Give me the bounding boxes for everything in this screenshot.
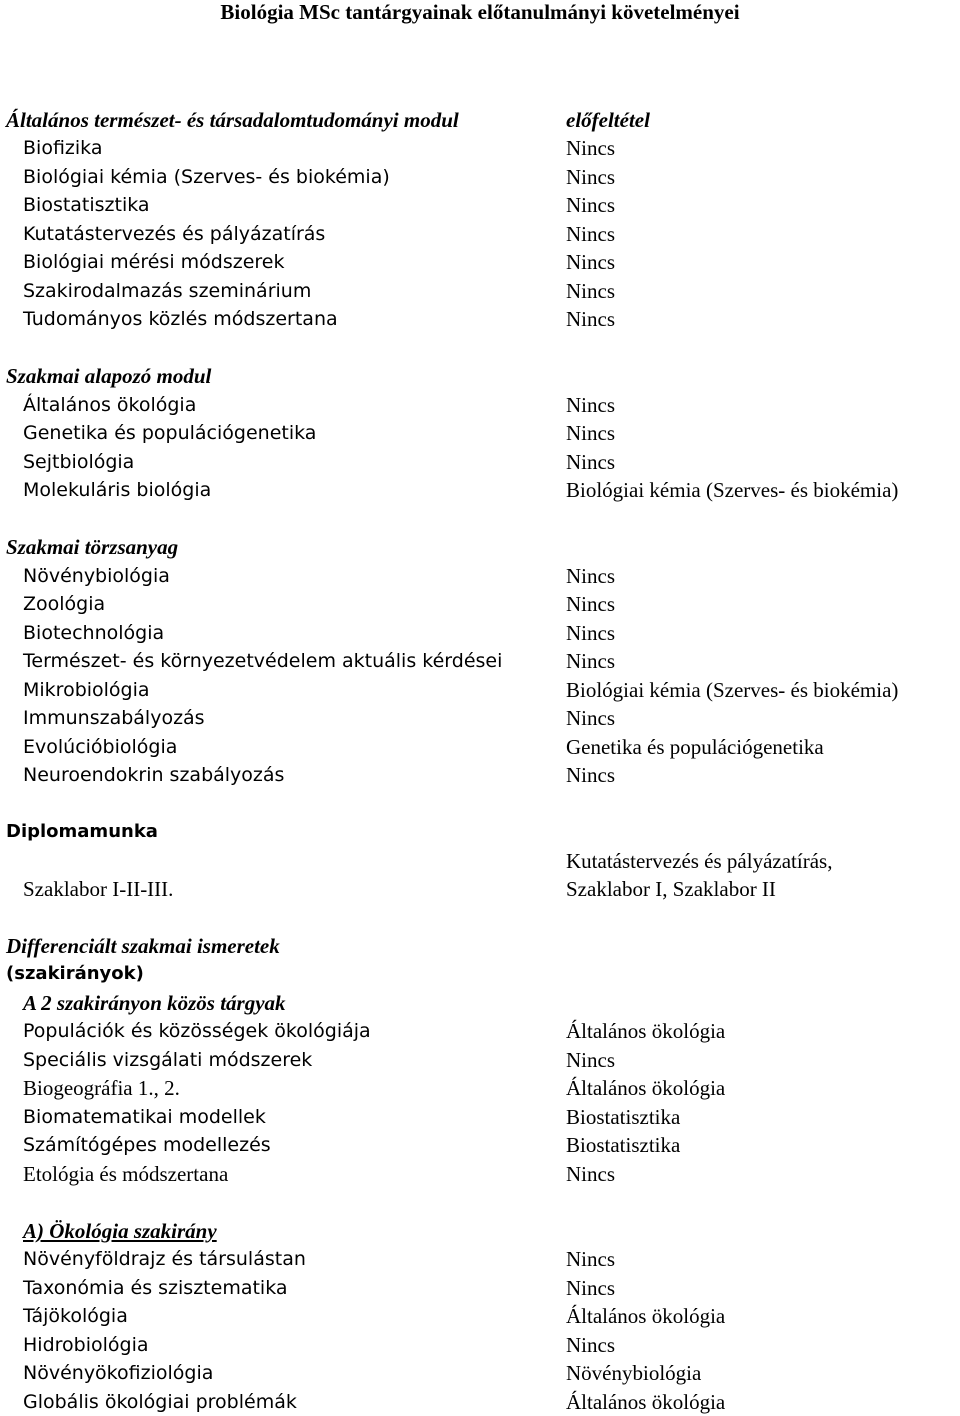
- course-name: Etológia és módszertana: [23, 1162, 229, 1186]
- module-title: Differenciált szakmai ismeretek: [6, 934, 280, 958]
- prerequisite: Általános ökológia: [566, 1390, 726, 1414]
- course-row-prereq-line1: [0, 847, 960, 875]
- prerequisite: Nincs: [566, 592, 615, 616]
- course-row: [0, 1274, 960, 1302]
- course-row: [0, 448, 960, 476]
- prerequisite: Általános ökológia: [566, 1076, 726, 1100]
- course-name: Neuroendokrin szabályozás: [23, 764, 285, 786]
- prerequisite: Nincs: [566, 165, 615, 189]
- course-row: [0, 1160, 960, 1188]
- course-row: [0, 1388, 960, 1416]
- prerequisite: Nincs: [566, 1048, 615, 1072]
- course-row: [0, 1245, 960, 1273]
- prerequisite: Nincs: [566, 706, 615, 730]
- course-row: [0, 277, 960, 305]
- course-row: [0, 476, 960, 504]
- course-row: [0, 704, 960, 732]
- module-title: Általános természet- és társadalomtudományi modul: [6, 108, 459, 132]
- prerequisite: Nincs: [566, 621, 615, 645]
- course-row: [0, 419, 960, 447]
- course-row: [0, 163, 960, 191]
- course-row: [0, 1359, 960, 1387]
- subsection-title: A 2 szakirányon közös tárgyak: [23, 991, 286, 1015]
- course-name: Sejtbiológia: [23, 451, 135, 473]
- module-subtitle: (szakirányok): [6, 963, 144, 984]
- course-row: [0, 248, 960, 276]
- prerequisite: Általános ökológia: [566, 1019, 726, 1043]
- course-row: [0, 761, 960, 789]
- module-title: Szakmai alapozó modul: [6, 364, 212, 388]
- course-row: [0, 875, 960, 903]
- course-row: [0, 305, 960, 333]
- course-name: Hidrobiológia: [23, 1334, 149, 1356]
- course-name: Biofizika: [23, 137, 103, 159]
- prerequisite: Nincs: [566, 193, 615, 217]
- course-row: [0, 191, 960, 219]
- prerequisite-column-header: előfeltétel: [566, 108, 650, 132]
- course-name: Szaklabor I-II-III.: [23, 877, 174, 901]
- course-row: [0, 1331, 960, 1359]
- prerequisite: Nincs: [566, 222, 615, 246]
- course-row: [0, 134, 960, 162]
- course-name: Biológiai mérési módszerek: [23, 251, 285, 273]
- course-row: [0, 1074, 960, 1102]
- prerequisite: Biostatisztika: [566, 1105, 681, 1129]
- prerequisite: Biológiai kémia (Szerves- és biokémia): [566, 478, 899, 502]
- course-name: Számítógépes modellezés: [23, 1134, 271, 1156]
- course-row: [0, 1046, 960, 1074]
- prerequisite: Szaklabor I, Szaklabor II: [566, 877, 776, 901]
- prerequisite: Nincs: [566, 307, 615, 331]
- course-name: Evolúcióbiológia: [23, 736, 178, 758]
- course-name: Természet- és környezetvédelem aktuális kérdései: [23, 650, 503, 672]
- course-name: Biológiai kémia (Szerves- és biokémia): [23, 166, 390, 188]
- module-header-basic: [0, 362, 960, 390]
- course-name: Szakirodalmazás szeminárium: [23, 280, 312, 302]
- course-name: Növényföldrajz és társulástan: [23, 1248, 306, 1270]
- course-row: [0, 1103, 960, 1131]
- course-row: [0, 391, 960, 419]
- prerequisite: Nincs: [566, 763, 615, 787]
- course-name: Növényökofiziológia: [23, 1362, 214, 1384]
- course-name: Globális ökológiai problémák: [23, 1391, 297, 1413]
- prerequisite: Biológiai kémia (Szerves- és biokémia): [566, 678, 899, 702]
- prerequisite: Nincs: [566, 1247, 615, 1271]
- course-row: [0, 562, 960, 590]
- course-row: [0, 220, 960, 248]
- course-name: Biostatisztika: [23, 194, 150, 216]
- course-name: Zoológia: [23, 593, 106, 615]
- course-name: Speciális vizsgálati módszerek: [23, 1049, 313, 1071]
- course-row: [0, 590, 960, 618]
- course-name: Immunszabályozás: [23, 707, 205, 729]
- module-header-specialized-sub: [0, 960, 960, 988]
- module-title: Diplomamunka: [6, 821, 158, 842]
- module-header-thesis: [0, 818, 960, 846]
- module-header-specialized: [0, 932, 960, 960]
- prerequisite: Nincs: [566, 1276, 615, 1300]
- module-header-ecology: [0, 1217, 960, 1245]
- prerequisite: Biostatisztika: [566, 1133, 681, 1157]
- course-name: Mikrobiológia: [23, 679, 150, 701]
- prerequisite: Nincs: [566, 136, 615, 160]
- prerequisite: Nincs: [566, 279, 615, 303]
- course-row: [0, 733, 960, 761]
- module-title: Szakmai törzsanyag: [6, 535, 179, 559]
- prerequisite: Növénybiológia: [566, 1361, 702, 1385]
- course-name: Populációk és közösségek ökológiája: [23, 1020, 371, 1042]
- module-header-core: [0, 533, 960, 561]
- prerequisite: Nincs: [566, 1162, 615, 1186]
- course-row: [0, 1017, 960, 1045]
- course-name: Taxonómia és szisztematika: [23, 1277, 288, 1299]
- course-name: Növénybiológia: [23, 565, 170, 587]
- prerequisite: Nincs: [566, 564, 615, 588]
- module-header-general: [0, 106, 960, 134]
- course-row: [0, 1302, 960, 1330]
- course-name: Tudományos közlés módszertana: [23, 308, 338, 330]
- course-name: Biotechnológia: [23, 622, 165, 644]
- module-title: A) Ökológia szakirány: [23, 1219, 217, 1243]
- prerequisite: Nincs: [566, 250, 615, 274]
- course-name: Molekuláris biológia: [23, 479, 212, 501]
- page-title: Biológia MSc tantárgyainak előtanulmányi követelményei: [220, 0, 740, 24]
- course-row: [0, 619, 960, 647]
- prerequisite: Nincs: [566, 1333, 615, 1357]
- subsection-header-common: [0, 989, 960, 1017]
- prerequisite: Nincs: [566, 649, 615, 673]
- course-name: Biogeográfia 1., 2.: [23, 1076, 180, 1100]
- course-name: Genetika és populációgenetika: [23, 422, 317, 444]
- course-name: Biomatematikai modellek: [23, 1106, 266, 1128]
- prerequisite: Általános ökológia: [566, 1304, 726, 1328]
- prerequisite: Nincs: [566, 450, 615, 474]
- course-name: Tájökológia: [23, 1305, 128, 1327]
- course-row: [0, 647, 960, 675]
- course-name: Kutatástervezés és pályázatírás: [23, 223, 326, 245]
- prerequisite: Genetika és populációgenetika: [566, 735, 824, 759]
- prerequisite: Nincs: [566, 421, 615, 445]
- course-row: [0, 676, 960, 704]
- course-row: [0, 1131, 960, 1159]
- prerequisite: Kutatástervezés és pályázatírás,: [566, 849, 833, 873]
- course-name: Általános ökológia: [23, 394, 197, 416]
- prerequisite: Nincs: [566, 393, 615, 417]
